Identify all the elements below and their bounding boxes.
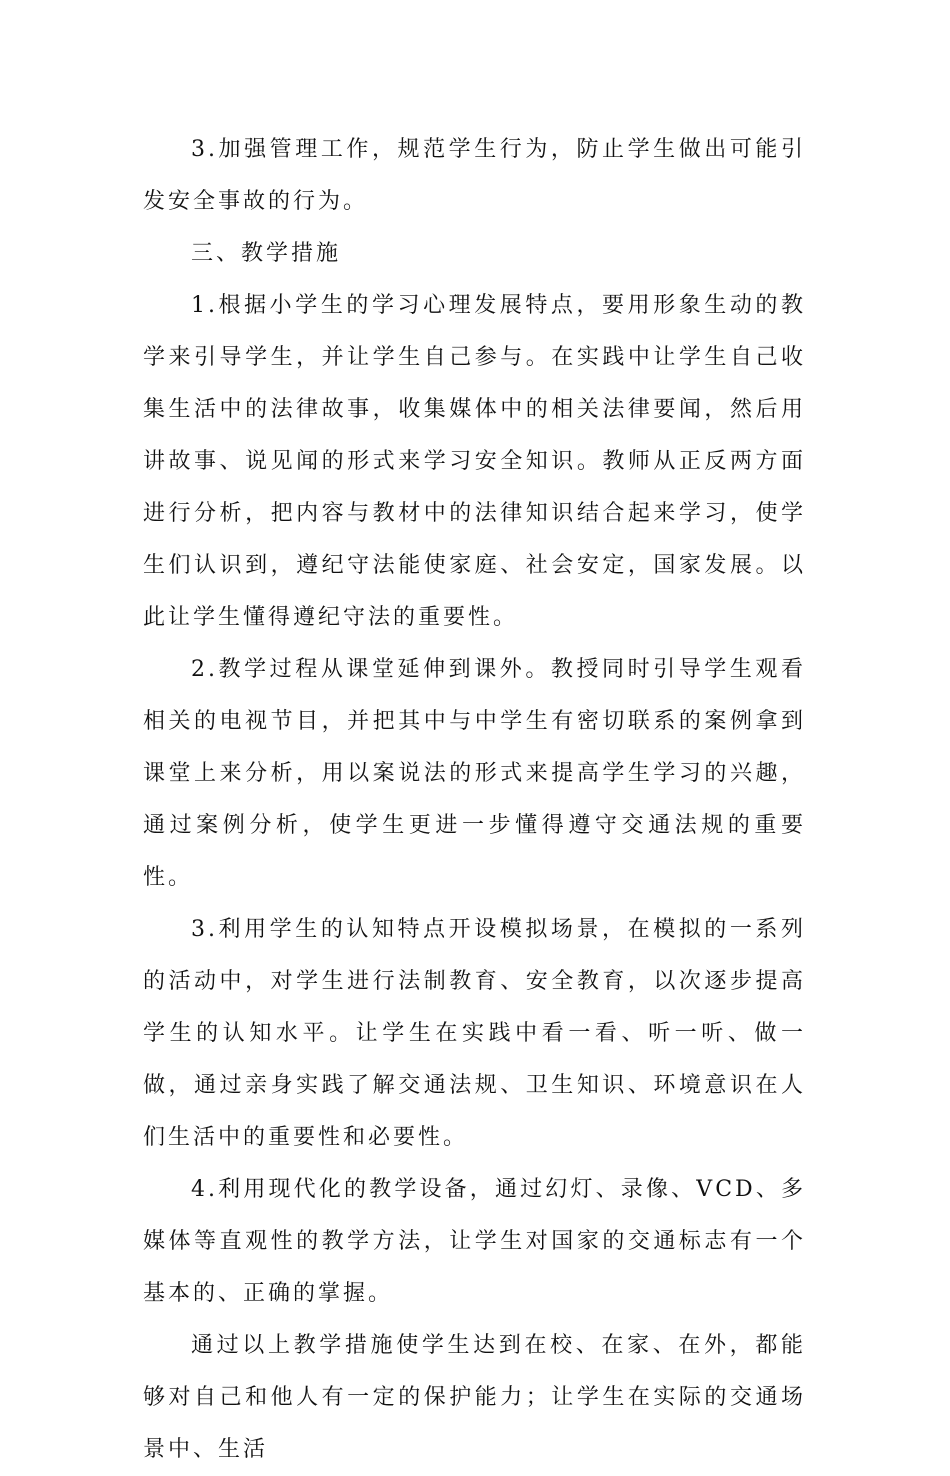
paragraph-safety-management: 3.加强管理工作，规范学生行为，防止学生做出可能引发安全事故的行为。	[143, 137, 806, 214]
paragraph-measure-2: 2.教学过程从课堂延伸到课外。教授同时引导学生观看相关的电视节目，并把其中与中学生有密切联系的案例拿到课堂上来分析，用以案说法的形式来提高学生学习的兴趣，通过案例分析，使学生更进一步懂得遵守交通法规的重要性。	[143, 657, 806, 890]
paragraph-summary: 通过以上教学措施使学生达到在校、在家、在外，都能够对自己和他人有一定的保护能力；让学生在实际的交通场景中、生活	[143, 1333, 806, 1462]
paragraph-measure-3: 3.利用学生的认知特点开设模拟场景，在模拟的一系列的活动中，对学生进行法制教育、安全教育，以次逐步提高学生的认知水平。让学生在实践中看一看、听一听、做一做，通过亲身实践了解交通法规、卫生知识、环境意识在人们生活中的重要性和必要性。	[143, 917, 806, 1150]
paragraph-measure-4: 4.利用现代化的教学设备，通过幻灯、录像、VCD、多媒体等直观性的教学方法，让学生对国家的交通标志有一个基本的、正确的掌握。	[143, 1177, 806, 1306]
paragraph-measure-1: 1.根据小学生的学习心理发展特点，要用形象生动的教学来引导学生，并让学生自己参与。在实践中让学生自己收集生活中的法律故事，收集媒体中的相关法律要闻，然后用讲故事、说见闻的形式来学习安全知识。教师从正反两方面进行分析，把内容与教材中的法律知识结合起来学习，使学生们认识到，遵纪守法能使家庭、社会安定，国家发展。以此让学生懂得遵纪守法的重要性。	[143, 293, 806, 630]
document-body	[143, 124, 806, 1476]
section-heading-teaching-measures: 三、教学措施	[191, 241, 342, 266]
